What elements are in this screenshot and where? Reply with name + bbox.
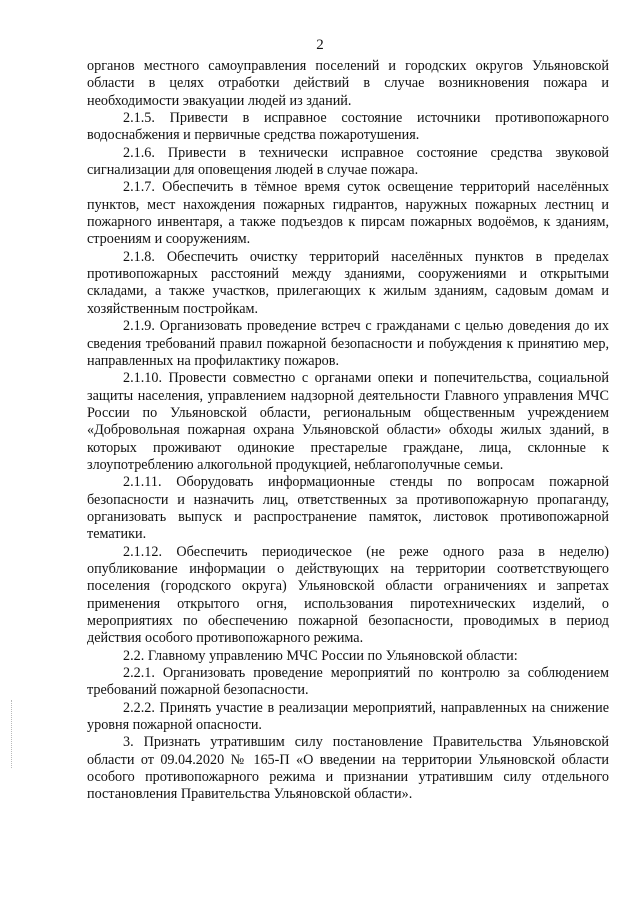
paragraph-2-1-5: 2.1.5. Привести в исправное состояние источники противопожарного водоснабжения и первичные средства пожаротушения.	[87, 110, 609, 144]
scan-margin-mark	[11, 700, 14, 768]
document-body	[87, 58, 609, 804]
paragraph-2-2: 2.2. Главному управлению МЧС России по Ульяновской области:	[123, 647, 518, 664]
paragraph-2-1-10: 2.1.10. Провести совместно с органами опеки и попечительства, социальной защиты населения, управлением надзорной деятельности Главного управления МЧС России по Ульяновской области, региональным общественным учреждением «Добровольная пожарная охрана Ульяновской области» обходы жилых зданий, в которых проживают одинокие престарелые граждане, лица, склонные к злоупотреблению алкогольной продукцией, неблагополучные семьи.	[87, 370, 609, 473]
paragraph-2-1-7: 2.1.7. Обеспечить в тёмное время суток освещение территорий населённых пунктов, мест нахождения пожарных гидрантов, наружных пожарных лестниц и пожарного инвентаря, а также подъездов к пирсам пожарных водоёмов, к зданиям, строениям и сооружениям.	[87, 179, 609, 248]
paragraph-2-1-12: 2.1.12. Обеспечить периодическое (не реже одного раза в неделю) опубликование информации о действующих на территории соответствующего поселения (городского округа) Ульяновской области ограничениях и запретах применения открытого огня, использования пиротехнических изделий, о мероприятиях по обеспечению пожарной безопасности, проводимых в период действия особого противопожарного режима.	[87, 543, 609, 647]
paragraph-3: 3. Признать утратившим силу постановление Правительства Ульяновской области от 09.04.2020 № 165-П «О введении на территории Ульяновской области особого противопожарного режима и признании утратившим силу отдельного постановления Правительства Ульяновской области».	[87, 734, 609, 803]
paragraph-2-1-8: 2.1.8. Обеспечить очистку территорий населённых пунктов в пределах противопожарных расстояний между зданиями, сооружениями и открытыми складами, а также участков, прилегающих к жилым зданиям, садовым домам и хозяйственным постройкам.	[87, 248, 609, 317]
paragraph-2-2-1: 2.2.1. Организовать проведение мероприятий по контролю за соблюдением требований пожарной безопасности.	[87, 665, 609, 699]
paragraph-2-1-11: 2.1.11. Оборудовать информационные стенды по вопросам пожарной безопасности и назначить лиц, ответственных за противопожарную пропаганду, организовать выпуск и распространение памяток, листовок противопожарной тематики.	[87, 474, 609, 543]
paragraph-2-1-9: 2.1.9. Организовать проведение встреч с гражданами с целью доведения до их сведения требований правил пожарной безопасности и побуждения к принятию мер, направленных на профилактику пожаров.	[87, 318, 609, 369]
paragraph-2-2-2: 2.2.2. Принять участие в реализации мероприятий, направленных на снижение уровня пожарной опасности.	[87, 699, 609, 734]
page-number: 2	[316, 37, 324, 53]
paragraph-continuation: органов местного самоуправления поселений и городских округов Ульяновской области в целях отработки действий в случае возникновения пожара и необходимости эвакуации людей из зданий.	[87, 58, 609, 109]
paragraph-2-1-6: 2.1.6. Привести в технически исправное состояние средства звуковой сигнализации для оповещения людей в случае пожара.	[87, 144, 609, 179]
